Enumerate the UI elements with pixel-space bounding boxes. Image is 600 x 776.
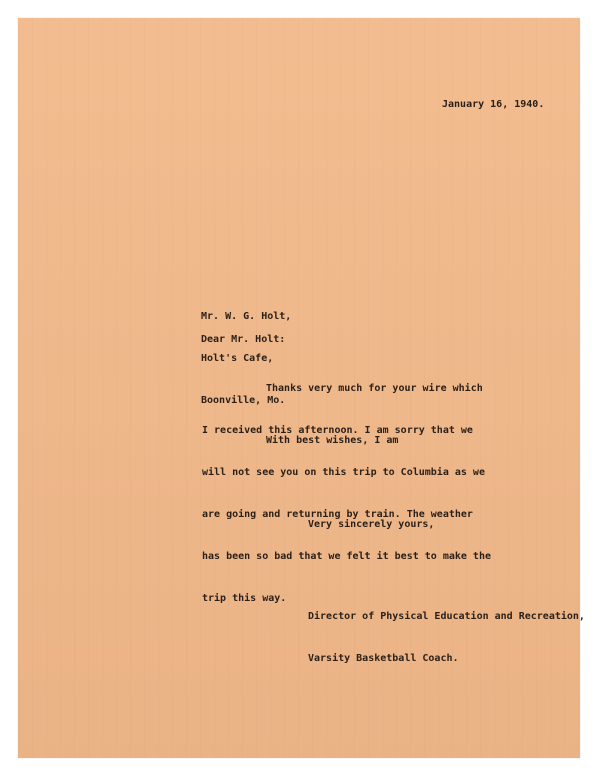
body-line: are going and returning by train. The weather (202, 509, 473, 520)
body-line: Thanks very much for your wire which (266, 383, 483, 394)
body-line: I received this afternoon. I am sorry that we (202, 425, 473, 436)
signature-block (308, 582, 585, 694)
letter-page (18, 18, 585, 758)
closing-line: Very sincerely yours, (308, 519, 435, 530)
body-line: will not see you on this trip to Columbia as we (202, 467, 485, 478)
body-line: trip this way. (202, 593, 287, 604)
letter-date: January 16, 1940. (442, 99, 545, 110)
complimentary-close (308, 490, 434, 560)
address-line: Holt's Cafe, (201, 353, 274, 364)
salutation: Dear Mr. Holt: (201, 334, 286, 345)
signature-line: Director of Physical Education and Recreation, (308, 611, 585, 622)
body-line: has been so bad that we felt it best to make the (202, 551, 491, 562)
signature-line: Varsity Basketball Coach. (308, 653, 459, 664)
best-wishes: With best wishes, I am (266, 435, 399, 446)
address-line: Mr. W. G. Holt, (201, 311, 292, 322)
address-line: Boonville, Mo. (201, 395, 286, 406)
